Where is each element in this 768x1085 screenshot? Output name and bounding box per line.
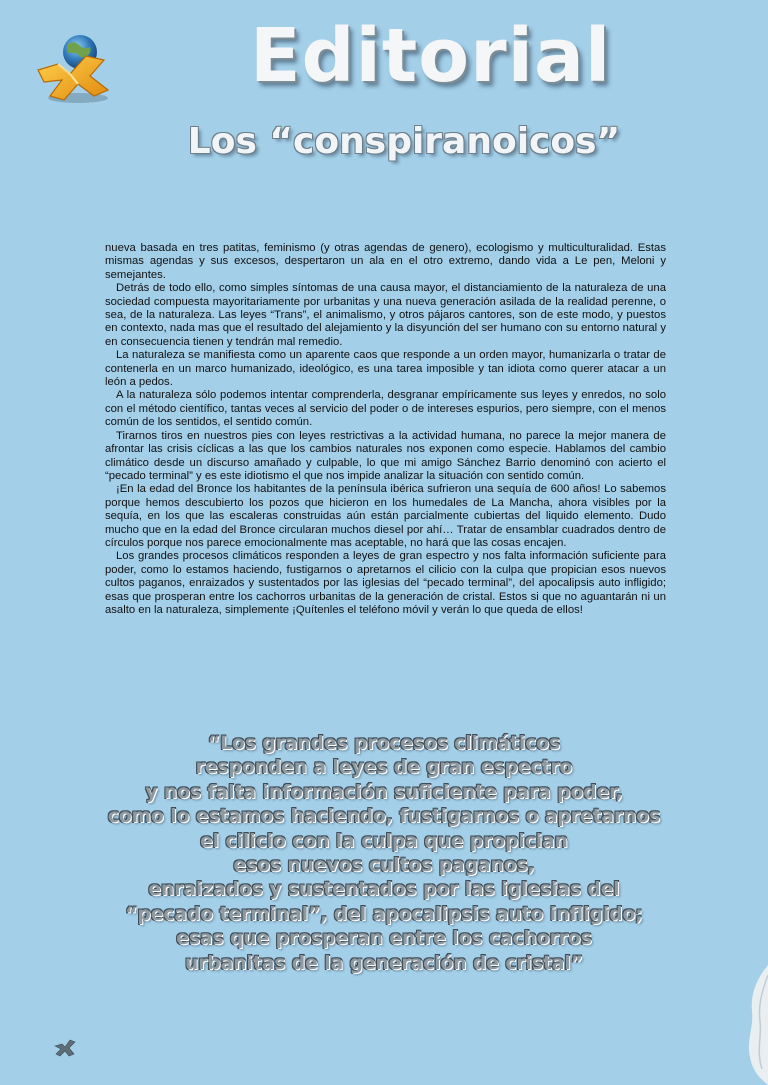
pull-quote-line: “Los grandes procesos climáticos	[207, 733, 561, 754]
globe-cross-logo-icon	[34, 30, 114, 106]
article-paragraph: Detrás de todo ello, como simples síntomas de una causa mayor, el distanciamiento de la naturaleza de una sociedad compuesta mayoritariamente por urbanitas y una nueva generación asilada de la realidad perenne, o sea, de la naturaleza. Las leyes “Trans”, el animalismo, y otros pájaros cantores, son de este modo, y puestos en contexto, nada mas que el resultado del alejamiento y la disyunción del ser humano con su entorno natural y en consecuencia tienen y tendrán mal remedio.	[105, 282, 666, 348]
article-paragraph: A la naturaleza sólo podemos intentar comprenderla, desgranar empíricamente sus leyes y enredos, no solo con el método científico, tantas veces al servicio del poder o de intereses espurios, pero siempre, con el menos común de los sentidos, el sentido común.	[105, 389, 666, 429]
decorative-figure-edge	[744, 965, 768, 1085]
pull-quote-line: responden a leyes de gran espectro	[195, 757, 573, 779]
article-paragraph: nueva basada en tres patitas, feminismo (y otras agendas de genero), ecologismo y multiculturalidad. Estas mismas agendas y sus excesos, despertaron un ala en el otro extremo, dando vida a Le pen, Meloni y semejantes.	[105, 242, 666, 281]
article-body	[105, 242, 666, 617]
pull-quote-line: como lo estamos haciendo, fustigarnos o apretarnos	[107, 806, 661, 828]
pull-quote	[84, 732, 684, 976]
pull-quote-line: esos nuevos cultos paganos,	[233, 855, 535, 877]
pull-quote-line: “pecado terminal”, del apocalipsis auto infligido;	[125, 903, 643, 925]
section-title: Editorial	[250, 13, 612, 99]
cross-mark-icon	[54, 1037, 76, 1057]
article-paragraph: Los grandes procesos climáticos responden a leyes de gran espectro y nos falta información suficiente para poder, como lo estamos haciendo, fustigarnos o apretarnos el cilicio con la culpa que propician esos nuevos cultos paganos, enraizados y sustentados por las iglesias del “pecado terminal”, del apocalipsis auto infligido; esas que prosperan entre los cachorros urbanitas de la generación de cristal. Estos si que no aguantarán ni un asalto en la naturaleza, simplemente ¡Quítenles el teléfono móvil y verán lo que queda de ellos!	[105, 550, 666, 616]
article-paragraph: ¡En la edad del Bronce los habitantes de la península ibérica sufrieron una sequía de 600 años! Lo sabemos porque hemos descubierto los pozos que hicieron en los humedales de La Mancha, ahora visibles por la sequía, en los que las escaleras construidas aún están parcialmente cubiertas del liquido elemento. Dudo mucho que en la edad del Bronce circularan muchos diesel por ahí… Tratar de ensamblar cuadrados dentro de círculos porque nos parece emocionalmente mas aceptable, no hará que las cosas encajen.	[105, 483, 666, 549]
pull-quote-line: el cilicio con la culpa que propician	[200, 830, 568, 852]
article-paragraph: Tirarnos tiros en nuestros pies con leyes restrictivas a la actividad humana, no parece la mejor manera de afrontar las crisis cíclicas a las que los cambios naturales nos exponen como especie. Hablamos del cambio climático desde un discurso amañado y culpable, lo que mi amigo Sánchez Barrio denominó con acierto el “pecado terminal” y es este idiotismo el que nos impide analizar la situación con sentido común.	[105, 429, 666, 482]
article-paragraph: La naturaleza se manifiesta como un aparente caos que responde a un orden mayor, humanizarla o tratar de contenerla en un marco humanizado, ideológico, es una tarea imposible y tan idiota como querer atacar a un león a pedos.	[105, 349, 666, 389]
pull-quote-line: y nos falta información suficiente para poder,	[145, 781, 623, 803]
pull-quote-line: enraizados y sustentados por las iglesias del	[148, 879, 620, 901]
article-title: Los “conspiranoicos”	[187, 121, 621, 162]
pull-quote-line: urbanitas de la generación de cristal”	[184, 952, 584, 974]
pull-quote-line: esas que prosperan entre los cachorros	[176, 928, 592, 950]
